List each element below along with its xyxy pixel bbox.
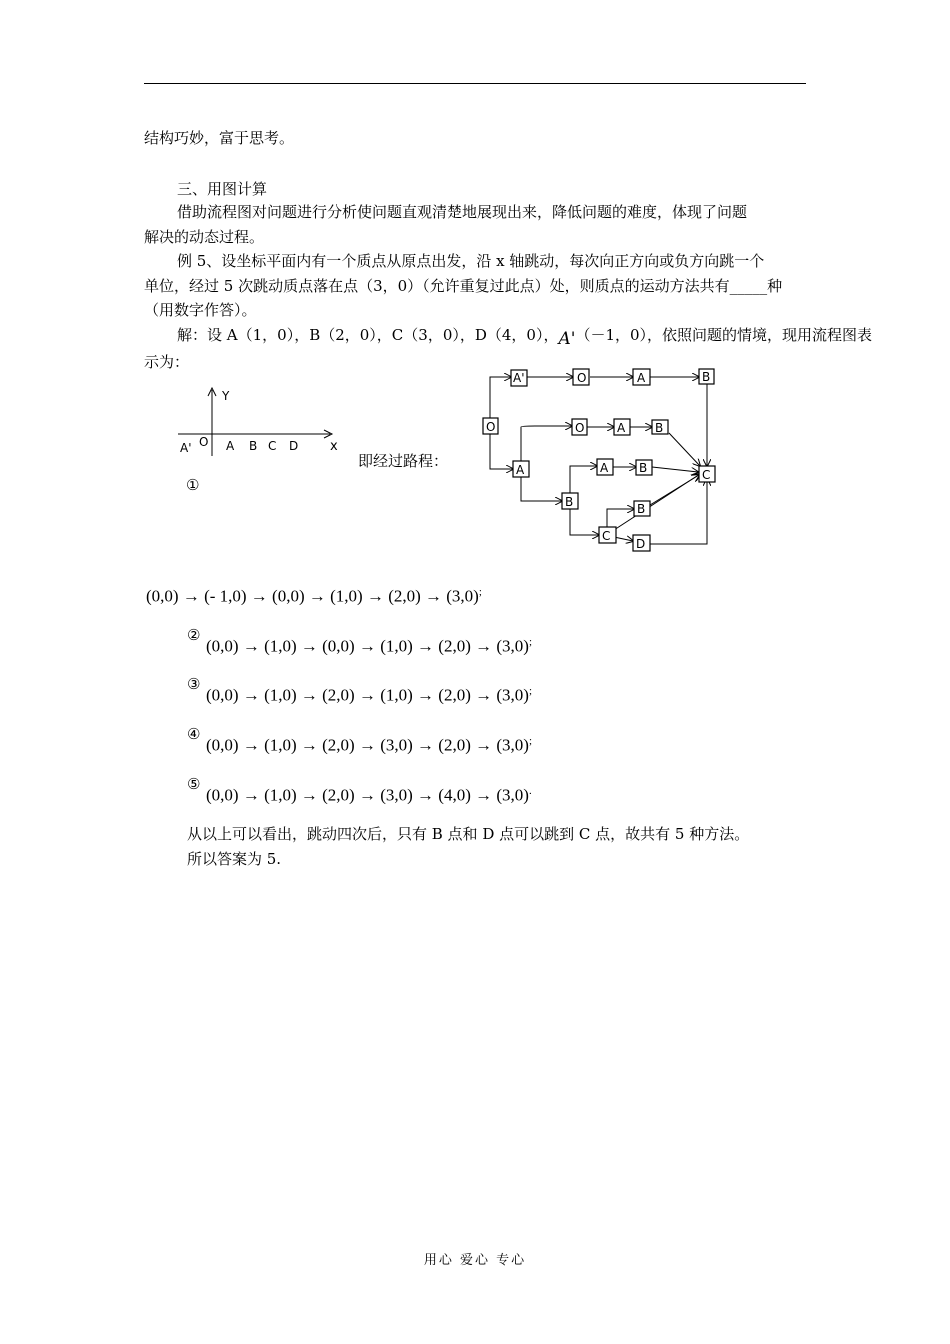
solution-text: 解：设 A（1，0），B（2，0），C（3，0），D（4，0）， <box>177 326 559 344</box>
section-heading: 三、用图计算 <box>177 180 268 198</box>
svg-text:C: C <box>702 468 711 482</box>
flow-node <box>652 420 668 435</box>
flow-diagram <box>475 362 725 556</box>
answer-line: 所以答案为 5. <box>187 850 282 868</box>
flow-node <box>699 466 715 482</box>
svg-text:A: A <box>600 461 609 475</box>
flow-node <box>597 459 613 475</box>
intro-line: 结构巧妙，富于思考。 <box>144 129 295 147</box>
flow-node <box>699 369 714 384</box>
y-axis-label: Y <box>222 389 230 403</box>
flow-node <box>562 493 578 509</box>
point-label: A' <box>180 441 192 455</box>
flow-node <box>572 419 587 435</box>
path-number: ① <box>186 476 200 494</box>
example-line: 单位，经过 5 次跳动质点落在点（3，0）（允许重复过此点）处，则质点的运动方法共有_____种 <box>144 277 783 295</box>
path-formula <box>206 785 532 806</box>
flow-node <box>633 369 650 385</box>
svg-text:O: O <box>575 421 585 435</box>
flow-node <box>634 501 650 516</box>
point-label: D <box>289 439 299 453</box>
point-label: A <box>226 439 235 453</box>
svg-text:O: O <box>486 420 496 434</box>
svg-text:B: B <box>637 502 646 516</box>
svg-text:B: B <box>639 461 648 475</box>
paragraph-line: 借助流程图对问题进行分析使问题直观清楚地展现出来，降低问题的难度，体现了问题 <box>177 203 748 221</box>
svg-text:C: C <box>602 529 611 543</box>
path-number: ⑤ <box>187 775 201 793</box>
x-axis-label: x <box>330 439 338 454</box>
point-label: B <box>249 439 258 453</box>
svg-text:A: A <box>637 371 646 385</box>
flow-node <box>573 369 589 385</box>
path-text: (0,0) → (1,0) → (2,0) → (3,0) → (4,0) → (3,0) <box>206 785 529 805</box>
path-number: ② <box>187 626 201 644</box>
example-line: 例 5、设坐标平面内有一个质点从原点出发，沿 x 轴跳动，每次向正方向或负方向跳一个 <box>177 252 765 270</box>
path-number: ③ <box>187 675 201 693</box>
path-end: ; <box>478 586 482 598</box>
path-end: ; <box>528 636 532 648</box>
flow-node <box>599 527 616 543</box>
solution-text: （－1，0），依照问题的情境，现用流程图表 <box>575 326 873 344</box>
solution-line: 示为： <box>144 353 190 371</box>
svg-text:D: D <box>636 537 646 551</box>
svg-text:A: A <box>516 463 525 477</box>
path-end: ; <box>528 685 532 697</box>
path-text: (0,0) → (1,0) → (2,0) → (1,0) → (2,0) → (3,0) <box>206 685 529 705</box>
page-footer: 用心 爱心 专心 <box>423 1253 527 1268</box>
flow-node <box>633 535 650 551</box>
flow-node <box>513 461 529 477</box>
path-text: (0,0) → (- 1,0) → (0,0) → (1,0) → (2,0) → (3,0) <box>146 586 479 606</box>
point-label: O <box>199 435 209 449</box>
number-line-figure <box>170 382 350 462</box>
path-formula <box>206 685 532 706</box>
example-line: （用数字作答）。 <box>144 301 257 319</box>
flow-node <box>636 460 652 475</box>
flow-node <box>483 418 498 434</box>
svg-text:B: B <box>655 421 664 435</box>
flow-node <box>614 419 630 435</box>
solution-line <box>177 324 873 349</box>
svg-text:A': A' <box>513 371 525 385</box>
path-end: . <box>528 785 532 797</box>
path-text: (0,0) → (1,0) → (2,0) → (3,0) → (2,0) → (3,0) <box>206 735 529 755</box>
path-formula <box>206 735 532 756</box>
path-number: ④ <box>187 725 201 743</box>
a-prime-symbol: A' <box>558 329 576 349</box>
point-label: C <box>268 439 277 453</box>
path-text: (0,0) → (1,0) → (0,0) → (1,0) → (2,0) → (3,0) <box>206 636 529 656</box>
svg-text:B: B <box>702 370 711 384</box>
svg-text:A: A <box>617 421 626 435</box>
paragraph-line: 解决的动态过程。 <box>144 228 265 246</box>
header-rule <box>144 83 806 84</box>
path-label: 即经过路程： <box>358 452 449 470</box>
path-formula <box>206 636 532 657</box>
path-end: ; <box>528 735 532 747</box>
conclusion-line: 从以上可以看出，跳动四次后，只有 B 点和 D 点可以跳到 C 点，故共有 5 种方法。 <box>187 825 750 843</box>
svg-text:O: O <box>577 371 587 385</box>
flow-node <box>511 370 527 386</box>
svg-text:B: B <box>565 495 574 509</box>
path-formula <box>146 586 482 607</box>
